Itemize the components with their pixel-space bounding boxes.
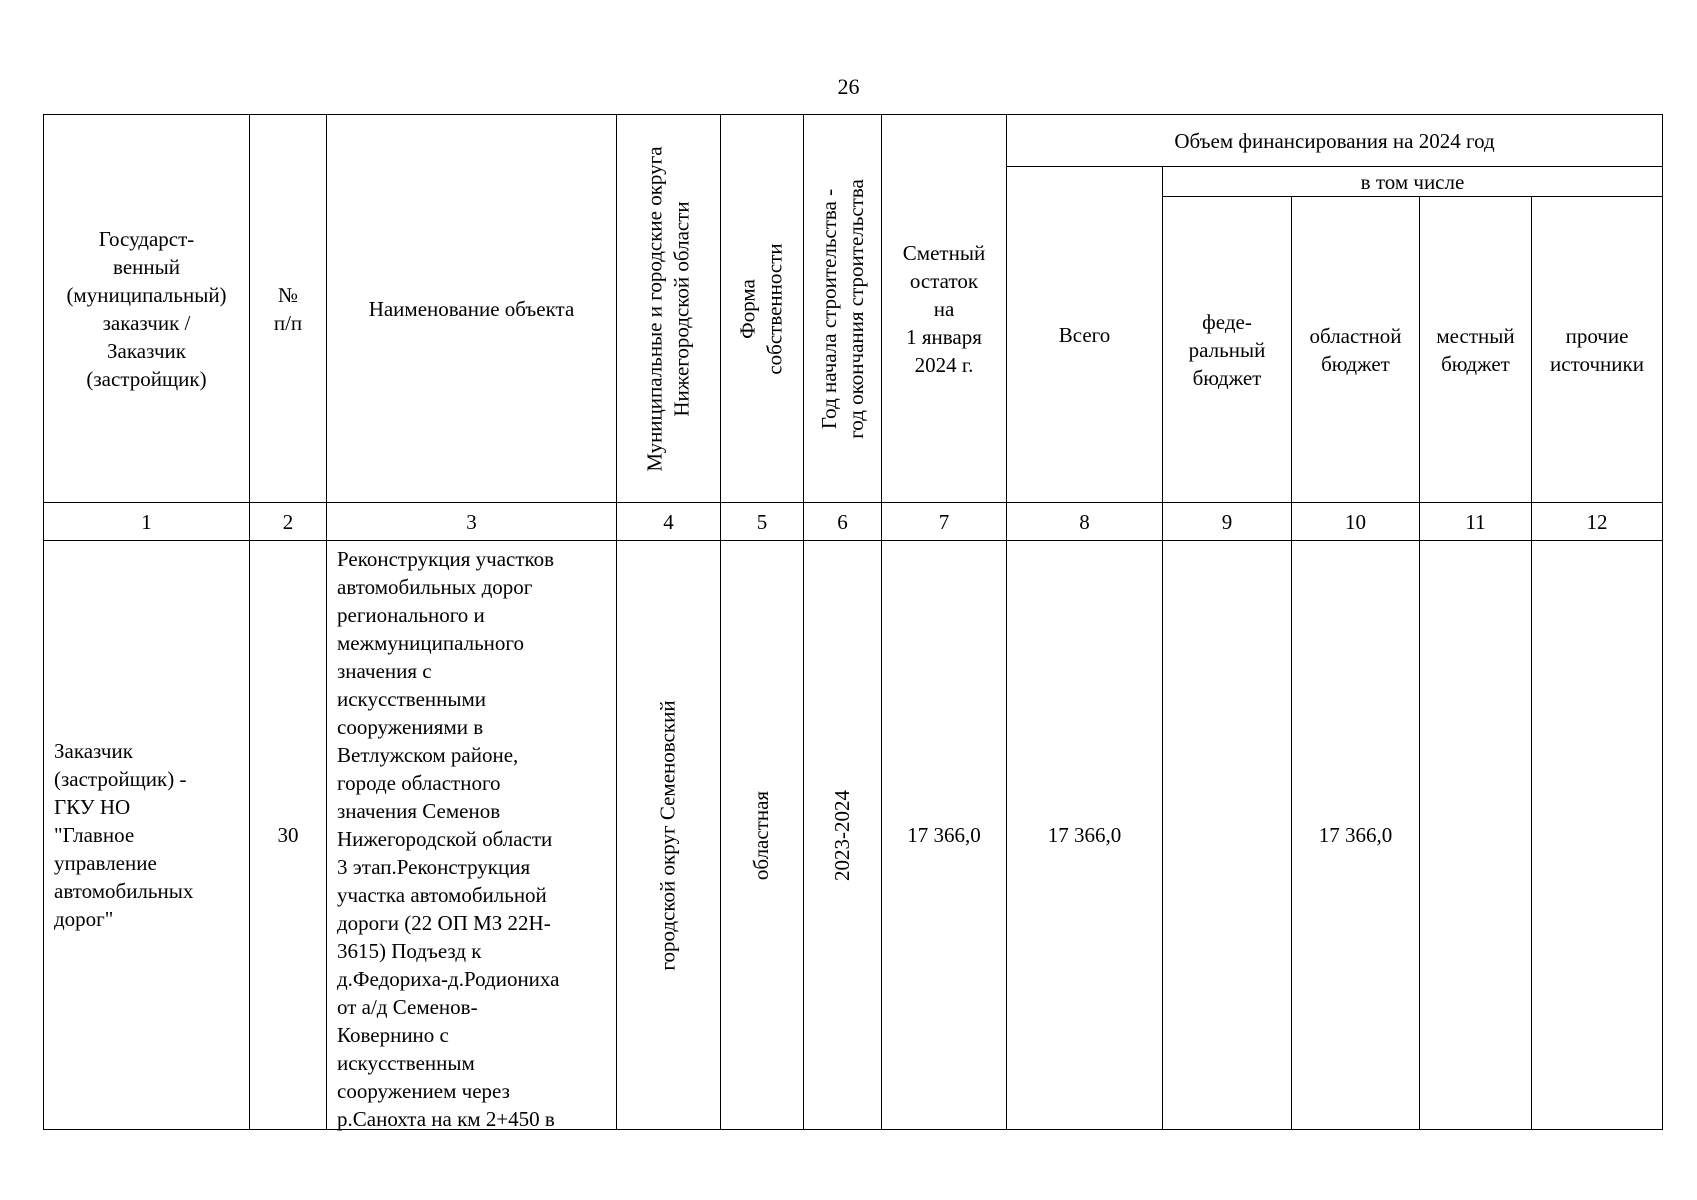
column-number: 9 xyxy=(1221,509,1233,534)
financing-table xyxy=(43,114,1663,1130)
row-number: 30 xyxy=(277,823,299,847)
row-federal xyxy=(1163,541,1291,1129)
header-years: Год начала строительства - год окончания строительства xyxy=(816,178,868,439)
row-local xyxy=(1420,541,1531,1129)
row-ownership: областная xyxy=(749,790,774,880)
header-remainder: Сметный остаток на 1 января 2024 г. xyxy=(902,240,986,377)
row-years: 2023-2024 xyxy=(830,789,854,881)
page-number: 26 xyxy=(837,74,860,99)
header-total: Всего xyxy=(1058,322,1111,347)
header-other: прочие источники xyxy=(1550,323,1644,376)
column-number: 4 xyxy=(663,509,674,534)
column-number: 1 xyxy=(141,509,152,534)
row-object-name: Реконструкция участков автомобильных дорог регионального и межмуниципального значения с искусственными сооружениями в Ветлужском районе, городе областного значения Семенов Нижегородской области 3 этап.Реконструкция участка автомобильной дороги (22 ОП МЗ 22Н- 3615) Подъезд к д.Федориха-д.Родиониха от а/д Семенов- Ковернино с искусственным сооружением через р.Санохта на км 2+450 в xyxy=(337,547,560,1131)
column-number: 3 xyxy=(466,509,477,534)
row-other xyxy=(1532,541,1662,1129)
column-number: 6 xyxy=(837,509,848,534)
row-remainder: 17 366,0 xyxy=(907,823,981,847)
header-municipalities: Муниципальные и городские округа Нижегородской области xyxy=(642,145,694,472)
column-number: 11 xyxy=(1465,509,1486,534)
header-customer: Государст- венный (муниципальный) заказчик / Заказчик (застройщик) xyxy=(66,226,227,391)
header-federal: феде- ральный бюджет xyxy=(1188,309,1266,390)
header-regional: областной бюджет xyxy=(1309,323,1402,376)
column-number: 8 xyxy=(1079,509,1090,534)
header-number: № п/п xyxy=(273,282,303,335)
column-number: 7 xyxy=(938,509,950,534)
header-local: местный бюджет xyxy=(1436,323,1515,376)
column-number: 12 xyxy=(1586,509,1608,534)
header-funding-group: Объем финансирования на 2024 год xyxy=(1174,128,1495,153)
column-number: 10 xyxy=(1345,509,1366,534)
column-number: 2 xyxy=(282,509,294,534)
row-total: 17 366,0 xyxy=(1047,823,1122,847)
row-municipality: городской округ Семеновский xyxy=(656,699,681,971)
row-regional: 17 366,0 xyxy=(1318,823,1393,847)
header-including: в том числе xyxy=(1360,169,1465,194)
row-customer: Заказчик (застройщик) - ГКУ НО "Главное управление автомобильных дорог" xyxy=(54,739,194,931)
header-object-name: Наименование объекта xyxy=(368,296,575,321)
column-number: 5 xyxy=(756,509,768,534)
header-ownership: Форма собственности xyxy=(736,242,788,375)
